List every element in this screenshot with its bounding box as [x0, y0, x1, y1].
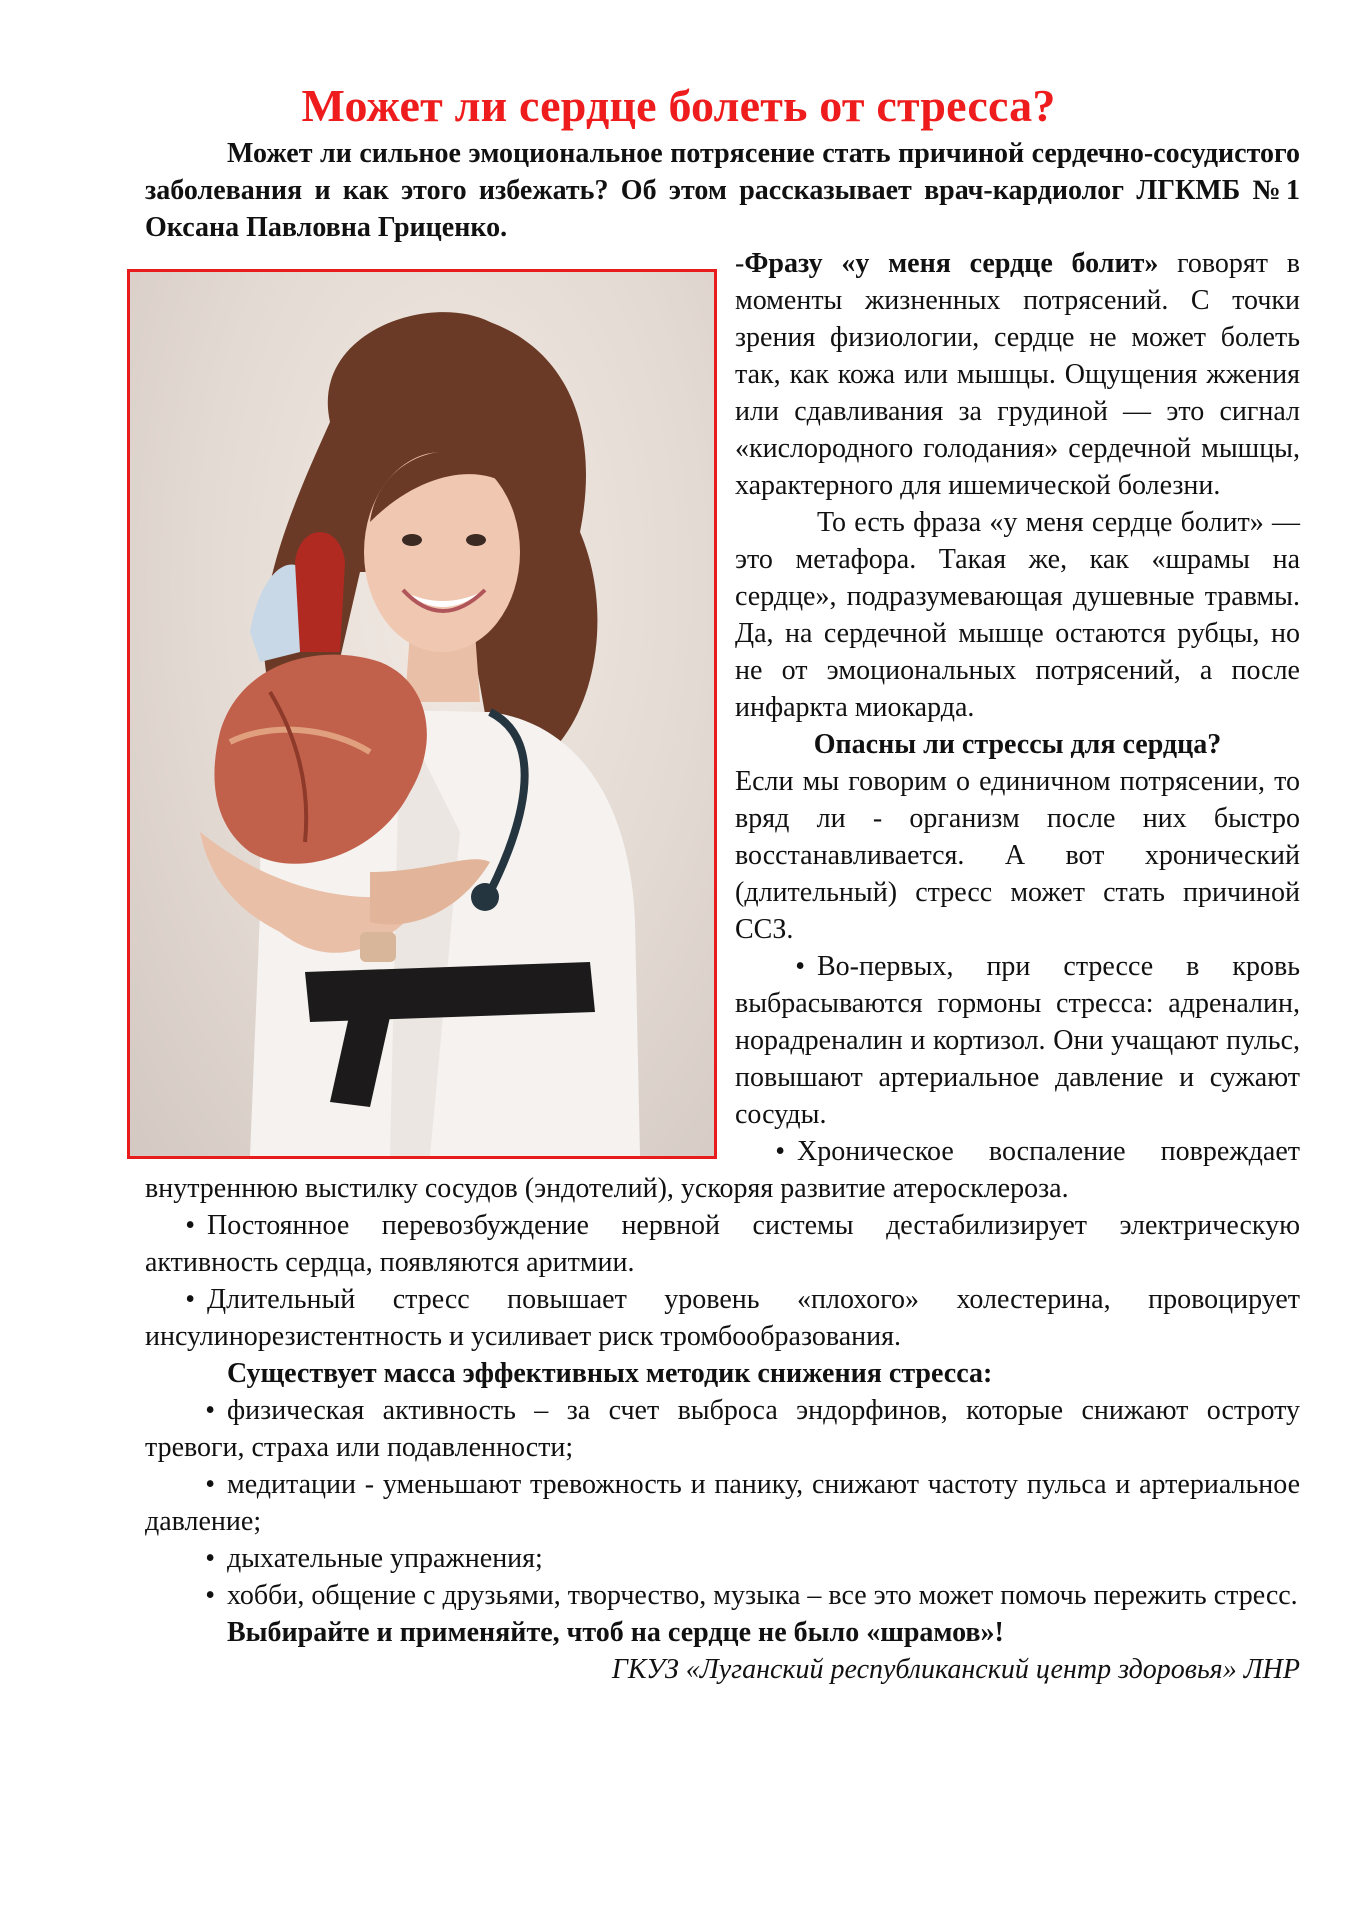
list-item-text: Во-первых, при стрессе в кровь выбрасываются гормоны стресса: адреналин, норадреналин и кортизол. Они учащают пульс, повышают артериальное давление и сужают сосуды.: [735, 951, 1300, 1130]
stress-effects-list: [145, 948, 1300, 1355]
bullet-icon: •: [775, 1136, 785, 1167]
paragraph-1-text: говорят в моменты жизненных потрясений. С точки зрения физиологии, сердце не может болеть так, как кожа или мышцы. Ощущения жжения или сдавливания за грудиной — это сигнал «кислородного голодания» сердечной мышцы, характерного для ишемической болезни.: [735, 248, 1300, 501]
bullet-icon: •: [795, 951, 805, 982]
list-item-text: медитации - уменьшают тревожность и панику, снижают частоту пульса и артериальное давление;: [145, 1469, 1300, 1537]
page-title: Может ли сердце болеть от стресса?: [301, 80, 1056, 131]
list-item: [145, 948, 1300, 1133]
list-item-text: дыхательные упражнения;: [227, 1543, 543, 1574]
list-item-text: Постоянное перевозбуждение нервной системы дестабилизирует электрическую активность сердца, появляются аритмии.: [145, 1210, 1300, 1278]
list-item: [145, 1577, 1300, 1614]
bullet-icon: •: [205, 1580, 215, 1611]
paragraph-3: Если мы говорим о единичном потрясении, то вряд ли - организм после них быстро восстанавливается. А вот хронический (длительный) стресс может стать причиной ССЗ.: [735, 766, 1300, 945]
lead-paragraph: Может ли сильное эмоциональное потрясение стать причиной сердечно-сосудистого заболевания и как этого избежать? Об этом рассказывает врач-кардиолог ЛГКМБ №1 Оксана Павловна Гриценко.: [145, 138, 1300, 243]
bullet-icon: •: [205, 1395, 215, 1426]
article-body: [145, 245, 1300, 1688]
list-item: [145, 1207, 1300, 1281]
dash-text: -: [735, 248, 745, 279]
list-item-text: Хроническое воспаление повреждает внутреннюю выстилку сосудов (эндотелий), ускоряя развитие атеросклероза.: [145, 1136, 1300, 1204]
methods-heading: Существует масса эффективных методик снижения стресса:: [227, 1358, 993, 1389]
signature: ГКУЗ «Луганский республиканский центр здоровья» ЛНР: [611, 1654, 1300, 1685]
list-item-text: Длительный стресс повышает уровень «плохого» холестерина, провоцирует инсулинорезистентность и усиливает риск тромбообразования.: [145, 1284, 1300, 1352]
list-item-text: физическая активность – за счет выброса эндорфинов, которые снижают остроту тревоги, страха или подавленности;: [145, 1395, 1300, 1463]
bullet-icon: •: [185, 1210, 195, 1241]
bullet-icon: •: [205, 1469, 215, 1500]
list-item: [145, 1466, 1300, 1540]
list-item: [145, 1133, 1300, 1207]
methods-list: [145, 1392, 1300, 1614]
bullet-icon: •: [185, 1284, 195, 1315]
paragraph-1-bold: Фразу «у меня сердце болит»: [744, 248, 1159, 279]
paragraph-2: То есть фраза «у меня сердце болит» — это метафора. Такая же, как «шрамы на сердце», подразумевающая душевные травмы. Да, на сердечной мышце остаются рубцы, но не от эмоциональных потрясений, а после инфаркта миокарда.: [735, 507, 1300, 723]
list-item: [145, 1281, 1300, 1355]
closing-line: Выбирайте и применяйте, чтоб на сердце не было «шрамов»!: [227, 1617, 1004, 1648]
subheading: Опасны ли стрессы для сердца?: [813, 729, 1222, 760]
bullet-icon: •: [205, 1543, 215, 1574]
list-item: [145, 1540, 1300, 1577]
list-item-text: хобби, общение с друзьями, творчество, музыка – все это может помочь пережить стресс.: [227, 1580, 1298, 1611]
list-item: [145, 1392, 1300, 1466]
